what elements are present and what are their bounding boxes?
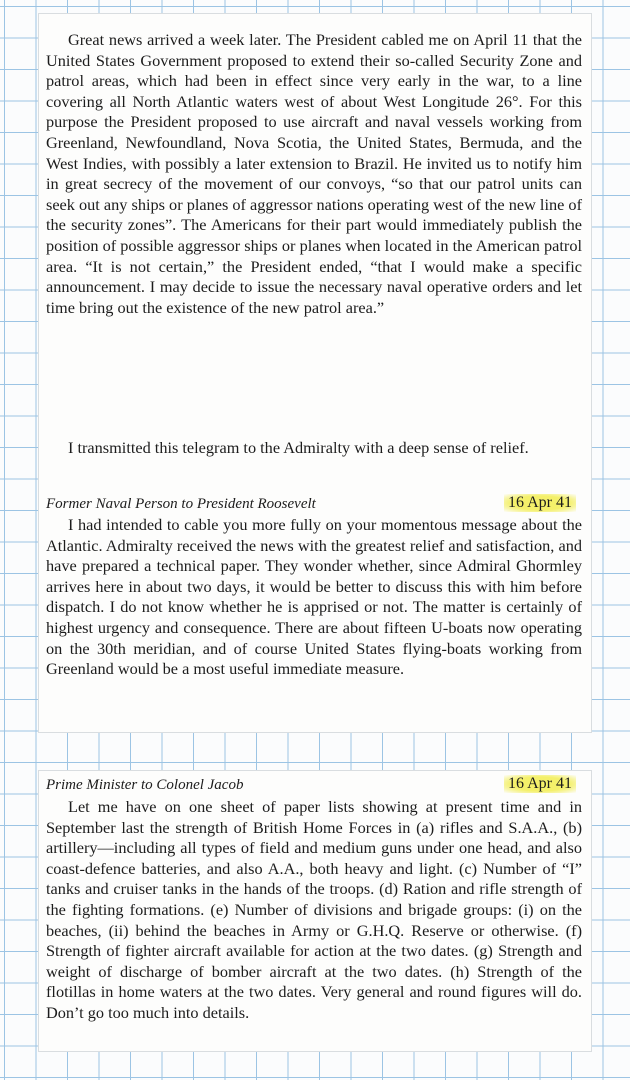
clipping-top [39,14,591,732]
paragraph-security-zone: Great news arrived a week later. The President cabled me on April 11 that the United States Government proposed to extend their so-called Security Zone and patrol areas, which had been in effect since very early in the war, to a line covering all North Atlantic waters west of about West Longitude 26°. For this purpose the President proposed to use aircraft and naval vessels working from Greenland, Newfoundland, Nova Scotia, the United States, Bermuda, and the West Indies, with possibly a later extension to Brazil. He invited us to notify him in great secrecy of the movement of our convoys, “so that our patrol units can seek out any ships or planes of aggressor nations operating west of the new line of the security zones”. The Americans for their part would immediately publish the position of possible aggressor ships or planes when located in the American patrol area. “It is not certain,” the President ended, “that I would make a specific announcement. I may decide to issue the necessary naval operative orders and let time bring out the existence of the new patrol area.” [46,30,582,317]
telegram-heading [46,494,582,514]
paragraph-transmitted: I transmitted this telegram to the Admiralty with a deep sense of relief. [68,438,529,457]
minute-sender-recipient: Prime Minister to Colonel Jacob [46,777,244,793]
clipping-bottom [39,771,591,1051]
minute-heading [46,775,582,795]
telegram-sender-recipient: Former Naval Person to President Roosevelt [46,496,316,512]
paragraph-minute-body: Let me have on one sheet of paper lists showing at present time and in September last the strength of British Home Forces in (a) rifles and S.A.A., (b) artillery—including all types of field and medium guns under one head, and also coast-defence batteries, and also A.A., both heavy and light. (c) Number of “I” tanks and cruiser tanks in the hands of the troops. (d) Ration and rifle strength of the fighting formations. (e) Number of divisions and brigade groups: (i) on the beaches, (ii) behind the beaches in Army or G.H.Q. Reserve or otherwise. (f) Strength of fighter aircraft available for action at the two dates. (g) Strength and weight of discharge of bomber aircraft at the two dates. (h) Strength of the flotillas in home waters at the two dates. Very general and round figures will do. Don’t go too much into details. [46,797,582,1022]
telegram-date-highlighted: 16 Apr 41 [504,494,576,512]
minute-date-highlighted: 16 Apr 41 [504,775,576,793]
paragraph-telegram-body: I had intended to cable you more fully on your momentous message about the Atlantic. Admiralty received the news with the greatest relief and satisfaction, and have prepared a technical paper. They wonder whether, since Admiral Ghormley arrives here in about two days, it would be better to discuss this with him before dispatch. I do not know whether he is apprised or not. The matter is certainly of highest urgency and consequence. There are about fifteen U-boats now operating on the 30th meridian, and of course United States flying-boats working from Greenland would be a most useful immediate measure. [46,515,582,679]
